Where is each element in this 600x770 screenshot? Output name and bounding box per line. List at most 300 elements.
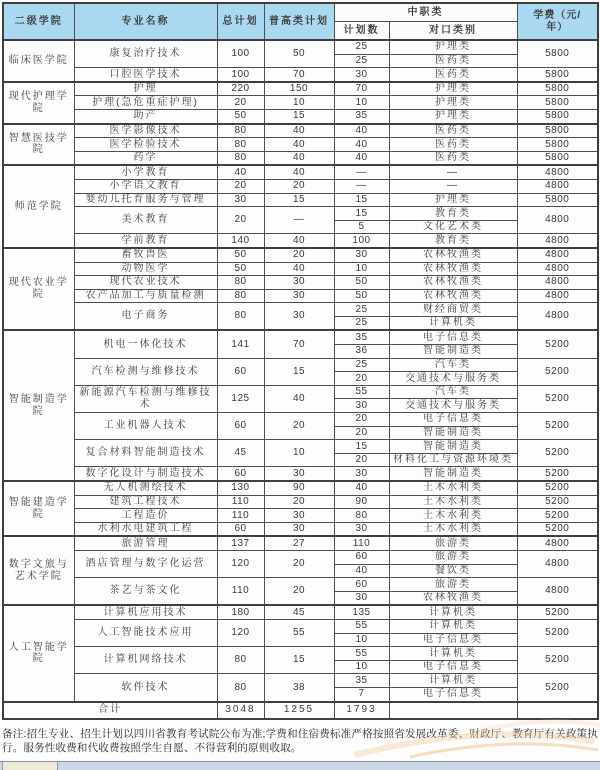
tuition-cell: 5200 <box>517 674 598 702</box>
total-plan-cell: 140 <box>217 234 264 248</box>
tuition-cell: 4800 <box>517 303 598 331</box>
voc-category-cell: 计算机类 <box>389 647 517 661</box>
tuition-cell: 5200 <box>517 385 598 412</box>
regular-plan-cell: 27 <box>264 536 334 550</box>
total-plan-cell: 120 <box>217 619 264 646</box>
regular-plan-cell: 20 <box>264 495 334 509</box>
major-cell: 美术教育 <box>74 207 217 234</box>
major-cell: 护理 <box>74 82 217 96</box>
voc-plan-cell: 5 <box>334 220 389 234</box>
voc-plan-cell: 35 <box>334 674 389 688</box>
voc-plan-cell: 55 <box>334 647 389 661</box>
voc-plan-cell: 20 <box>334 413 389 427</box>
voc-plan-cell: 100 <box>334 234 389 248</box>
total-plan-cell: 50 <box>217 262 264 276</box>
major-cell: 口腔医学技术 <box>74 68 217 82</box>
voc-plan-cell: 25 <box>334 40 389 54</box>
tuition-cell: 5200 <box>517 481 598 495</box>
voc-category-cell: 医药类 <box>389 68 517 82</box>
voc-plan-cell: 35 <box>334 330 389 344</box>
college-cell: 人工智能学院 <box>3 605 74 701</box>
voc-category-cell: 医药类 <box>389 151 517 165</box>
tuition-cell: 5200 <box>517 522 598 536</box>
voc-category-cell: 电子信息类 <box>389 413 517 427</box>
college-cell: 数字文旅与艺术学院 <box>3 536 74 605</box>
voc-plan-cell: 55 <box>334 385 389 399</box>
voc-plan-cell: 110 <box>334 536 389 550</box>
voc-plan-cell: 40 <box>334 151 389 165</box>
tuition-cell: 4800 <box>517 207 598 234</box>
partial-next-table-cell <box>2 762 58 770</box>
college-cell: 智能制造学院 <box>3 330 74 481</box>
voc-category-cell: 土木水利类 <box>389 481 517 495</box>
voc-category-cell: 电子信息类 <box>389 330 517 344</box>
college-cell: 智慧医技学院 <box>3 124 74 166</box>
regular-plan-cell: 40 <box>264 165 334 179</box>
voc-category-cell: 护理类 <box>389 82 517 96</box>
voc-plan-cell: 135 <box>334 605 389 619</box>
voc-category-cell: 农林牧渔类 <box>389 289 517 303</box>
major-cell: 农产品加工与质量检测 <box>74 289 217 303</box>
total-plan-cell: 137 <box>217 536 264 550</box>
tuition-cell: 4800 <box>517 262 598 276</box>
total-plan-sum-cell: 3048 <box>217 702 264 719</box>
tuition-cell: 5200 <box>517 358 598 385</box>
voc-plan-cell: 7 <box>334 687 389 701</box>
voc-category-cell: 计算机类 <box>389 619 517 633</box>
table-row <box>3 207 598 221</box>
voc-plan-cell: 50 <box>334 276 389 290</box>
header-regular-plan: 普高类计划 <box>264 3 334 40</box>
regular-plan-cell: 40 <box>264 262 334 276</box>
voc-plan-cell: 90 <box>334 495 389 509</box>
regular-plan-cell: 20 <box>264 413 334 440</box>
voc-category-cell: 医药类 <box>389 54 517 68</box>
regular-plan-cell: 30 <box>264 509 334 523</box>
voc-plan-cell: 60 <box>334 550 389 564</box>
voc-category-cell: 交通技术与服务类 <box>389 372 517 386</box>
total-plan-cell: 80 <box>217 276 264 290</box>
table-row <box>3 509 598 523</box>
regular-plan-cell: 50 <box>264 40 334 68</box>
college-cell: 临床医学院 <box>3 40 74 82</box>
table-row <box>3 385 598 399</box>
table-row <box>3 138 598 152</box>
regular-plan-cell: 20 <box>264 550 334 577</box>
voc-plan-cell: 15 <box>334 207 389 221</box>
voc-plan-cell: 25 <box>334 316 389 330</box>
table-row <box>3 165 598 179</box>
major-cell: 无人机测绘技术 <box>74 481 217 495</box>
regular-plan-cell: 30 <box>264 303 334 331</box>
voc-category-cell: 汽车类 <box>389 358 517 372</box>
table-row <box>3 605 598 619</box>
tuition-cell: 5800 <box>517 193 598 207</box>
table-row <box>3 248 598 262</box>
major-cell: 工程造价 <box>74 509 217 523</box>
table-row <box>3 82 598 96</box>
voc-category-cell: 电子信息类 <box>389 660 517 674</box>
voc-category-cell: 材料化工与资源环境类 <box>389 453 517 467</box>
regular-plan-cell: 15 <box>264 647 334 674</box>
voc-plan-cell: 30 <box>334 467 389 481</box>
tuition-cell: 5800 <box>517 68 598 82</box>
voc-category-cell: 交通技术与服务类 <box>389 399 517 413</box>
major-cell: 医学影像技术 <box>74 124 217 138</box>
major-cell: 畜牧兽医 <box>74 248 217 262</box>
voc-plan-cell: 30 <box>334 591 389 605</box>
total-plan-cell: 141 <box>217 330 264 358</box>
table-row <box>3 68 598 82</box>
regular-plan-cell: 40 <box>264 138 334 152</box>
tuition-cell: 5200 <box>517 619 598 646</box>
table-row <box>3 550 598 564</box>
voc-plan-cell: 36 <box>334 345 389 359</box>
table-row <box>3 619 598 633</box>
total-plan-cell: 60 <box>217 467 264 481</box>
voc-category-cell: 土木水利类 <box>389 509 517 523</box>
voc-category-cell: 旅游类 <box>389 578 517 592</box>
regular-plan-cell: 70 <box>264 68 334 82</box>
total-plan-cell: 80 <box>217 151 264 165</box>
voc-category-cell: 农林牧渔类 <box>389 276 517 290</box>
voc-category-cell: 餐饮类 <box>389 564 517 578</box>
total-plan-cell: 100 <box>217 40 264 68</box>
voc-plan-cell: 20 <box>334 372 389 386</box>
tuition-cell: 4800 <box>517 165 598 179</box>
voc-category-cell: 计算机类 <box>389 674 517 688</box>
table-row <box>3 674 598 688</box>
voc-plan-cell: 10 <box>334 262 389 276</box>
tuition-cell: 4800 <box>517 179 598 193</box>
regular-plan-cell: 40 <box>264 385 334 412</box>
tuition-cell: 5200 <box>517 605 598 619</box>
major-cell: 婴幼儿托育服务与管理 <box>74 193 217 207</box>
voc-category-cell: 医药类 <box>389 138 517 152</box>
tuition-cell: 5200 <box>517 509 598 523</box>
major-cell: 现代农业技术 <box>74 276 217 290</box>
regular-plan-cell: 38 <box>264 674 334 702</box>
voc-plan-cell: 40 <box>334 124 389 138</box>
voc-plan-cell: 70 <box>334 82 389 96</box>
table-row <box>3 124 598 138</box>
regular-plan-cell: 40 <box>264 234 334 248</box>
total-plan-cell: 100 <box>217 68 264 82</box>
table-row <box>3 467 598 481</box>
table-row <box>3 440 598 454</box>
major-cell: 复合材料智能制造技术 <box>74 440 217 467</box>
tuition-cell: 4800 <box>517 276 598 290</box>
table-row <box>3 481 598 495</box>
major-cell: 计算机应用技术 <box>74 605 217 619</box>
tuition-cell: 5800 <box>517 138 598 152</box>
total-plan-cell: 60 <box>217 522 264 536</box>
voc-category-cell: 智能制造类 <box>389 467 517 481</box>
regular-plan-cell: 30 <box>264 467 334 481</box>
voc-category-cell: 农林牧渔类 <box>389 591 517 605</box>
regular-plan-cell: 90 <box>264 481 334 495</box>
tuition-cell: 5800 <box>517 124 598 138</box>
regular-plan-cell: 150 <box>264 82 334 96</box>
voc-plan-cell: 40 <box>334 481 389 495</box>
voc-plan-cell: 10 <box>334 660 389 674</box>
total-plan-cell: 110 <box>217 578 264 606</box>
voc-category-cell: 护理类 <box>389 96 517 110</box>
regular-plan-cell: 20 <box>264 179 334 193</box>
voc-category-sum-cell <box>389 702 517 719</box>
voc-category-cell: 电子信息类 <box>389 687 517 701</box>
table-row <box>3 262 598 276</box>
regular-plan-cell: 10 <box>264 96 334 110</box>
total-plan-cell: 120 <box>217 550 264 577</box>
voc-plan-cell: 35 <box>334 109 389 123</box>
voc-plan-cell: 30 <box>334 68 389 82</box>
voc-category-cell: — <box>389 165 517 179</box>
voc-plan-cell: 50 <box>334 289 389 303</box>
table-row <box>3 96 598 110</box>
voc-category-cell: 智能制造类 <box>389 345 517 359</box>
header-tuition-label: 学费（元/年） <box>533 9 582 33</box>
table-row <box>3 109 598 123</box>
total-row <box>3 702 598 719</box>
tuition-cell: 4800 <box>517 550 598 577</box>
header-tuition <box>517 3 598 40</box>
voc-category-cell: 护理类 <box>389 40 517 54</box>
college-cell: 师范学院 <box>3 165 74 248</box>
tuition-cell: 5200 <box>517 413 598 440</box>
header-vocational: 中职类 <box>334 3 517 22</box>
header-row-1 <box>3 3 598 22</box>
total-plan-cell: 20 <box>217 179 264 193</box>
voc-plan-cell: 10 <box>334 633 389 647</box>
admission-plan-table <box>2 2 599 720</box>
major-cell: 酒店管理与数字化运营 <box>74 550 217 577</box>
voc-plan-cell: 25 <box>334 54 389 68</box>
total-plan-cell: 130 <box>217 481 264 495</box>
total-plan-cell: 60 <box>217 358 264 385</box>
voc-category-cell: 智能制造类 <box>389 440 517 454</box>
table-row <box>3 151 598 165</box>
table-row <box>3 330 598 344</box>
tuition-cell: 5200 <box>517 440 598 467</box>
total-plan-cell: 180 <box>217 605 264 619</box>
tuition-sum-cell <box>517 702 598 719</box>
table-row <box>3 40 598 54</box>
voc-plan-cell: 55 <box>334 619 389 633</box>
voc-category-cell: 汽车类 <box>389 385 517 399</box>
header-major: 专业名称 <box>74 3 217 40</box>
regular-plan-cell: 15 <box>264 109 334 123</box>
table-row <box>3 289 598 303</box>
regular-plan-cell: 20 <box>264 578 334 606</box>
regular-plan-cell: 10 <box>264 440 334 467</box>
voc-category-cell: 计算机类 <box>389 316 517 330</box>
table-row <box>3 234 598 248</box>
total-plan-cell: 110 <box>217 509 264 523</box>
tuition-cell: 5200 <box>517 647 598 674</box>
voc-category-cell: 农林牧渔类 <box>389 248 517 262</box>
tuition-cell: 5200 <box>517 495 598 509</box>
total-plan-cell: 80 <box>217 138 264 152</box>
table-row <box>3 193 598 207</box>
tuition-cell: 4800 <box>517 289 598 303</box>
total-plan-cell: 80 <box>217 674 264 702</box>
total-plan-cell: 110 <box>217 495 264 509</box>
major-cell: 动物医学 <box>74 262 217 276</box>
header-voc-plan: 计划数 <box>334 22 389 41</box>
total-plan-cell: 20 <box>217 96 264 110</box>
regular-plan-cell: 45 <box>264 605 334 619</box>
major-cell: 电子商务 <box>74 303 217 331</box>
total-label-cell: 合计 <box>3 702 217 719</box>
major-cell: 医学检验技术 <box>74 138 217 152</box>
voc-category-cell: 财经商贸类 <box>389 303 517 317</box>
total-plan-cell: 50 <box>217 248 264 262</box>
voc-category-cell: — <box>389 179 517 193</box>
table-row <box>3 578 598 592</box>
tuition-cell: 4800 <box>517 536 598 550</box>
tuition-cell: 5200 <box>517 467 598 481</box>
voc-plan-sum-cell: 1793 <box>334 702 389 719</box>
total-plan-cell: 80 <box>217 124 264 138</box>
tuition-cell: 4800 <box>517 248 598 262</box>
tuition-cell: 4800 <box>517 234 598 248</box>
table-row <box>3 358 598 372</box>
header-total-plan: 总计划 <box>217 3 264 40</box>
major-cell: 小学语文教育 <box>74 179 217 193</box>
table-header <box>3 3 598 40</box>
voc-category-cell: 土木水利类 <box>389 522 517 536</box>
regular-plan-cell: 30 <box>264 522 334 536</box>
tuition-cell: 5800 <box>517 82 598 96</box>
voc-plan-cell: 25 <box>334 358 389 372</box>
total-plan-cell: 125 <box>217 385 264 412</box>
tuition-cell: 5800 <box>517 40 598 68</box>
voc-category-cell: 教育类 <box>389 234 517 248</box>
total-plan-cell: 50 <box>217 109 264 123</box>
major-cell: 汽车检测与维修技术 <box>74 358 217 385</box>
voc-plan-cell: 10 <box>334 96 389 110</box>
regular-plan-sum-cell: 1255 <box>264 702 334 719</box>
regular-plan-cell: — <box>264 207 334 234</box>
voc-plan-cell: — <box>334 165 389 179</box>
voc-category-cell: 智能制造类 <box>389 426 517 440</box>
major-cell: 新能源汽车检测与维修技术 <box>74 385 217 412</box>
voc-plan-cell: 40 <box>334 564 389 578</box>
voc-category-cell: 电子信息类 <box>389 633 517 647</box>
total-plan-cell: 80 <box>217 303 264 331</box>
college-cell: 现代护理学院 <box>3 82 74 124</box>
regular-plan-cell: 20 <box>264 248 334 262</box>
table-row <box>3 276 598 290</box>
tuition-cell: 5200 <box>517 330 598 358</box>
voc-plan-cell: 15 <box>334 440 389 454</box>
total-plan-cell: 40 <box>217 165 264 179</box>
voc-plan-cell: 30 <box>334 399 389 413</box>
voc-category-cell: 医药类 <box>389 124 517 138</box>
college-cell: 智能建造学院 <box>3 481 74 536</box>
voc-plan-cell: 80 <box>334 509 389 523</box>
voc-category-cell: 教育类 <box>389 207 517 221</box>
voc-category-cell: 护理类 <box>389 109 517 123</box>
major-cell: 人工智能技术应用 <box>74 619 217 646</box>
major-cell: 小学教育 <box>74 165 217 179</box>
major-cell: 数字化设计与制造技术 <box>74 467 217 481</box>
table-body <box>3 40 598 719</box>
tuition-cell: 5800 <box>517 151 598 165</box>
major-cell: 建筑工程技术 <box>74 495 217 509</box>
table-row <box>3 647 598 661</box>
total-plan-cell: 80 <box>217 289 264 303</box>
partial-next-table-header <box>0 761 600 770</box>
header-voc-category: 对口类别 <box>389 22 517 41</box>
table-row <box>3 522 598 536</box>
major-cell: 药学 <box>74 151 217 165</box>
major-cell: 茶艺与茶文化 <box>74 578 217 606</box>
voc-plan-cell: — <box>334 179 389 193</box>
table-row <box>3 495 598 509</box>
voc-plan-cell: 60 <box>334 578 389 592</box>
major-cell: 水利水电建筑工程 <box>74 522 217 536</box>
regular-plan-cell: 30 <box>264 289 334 303</box>
regular-plan-cell: 15 <box>264 358 334 385</box>
voc-category-cell: 文化艺术类 <box>389 220 517 234</box>
major-cell: 计算机网络技术 <box>74 647 217 674</box>
college-cell: 现代农业学院 <box>3 248 74 331</box>
voc-category-cell: 农林牧渔类 <box>389 262 517 276</box>
regular-plan-cell: 30 <box>264 276 334 290</box>
total-plan-cell: 80 <box>217 647 264 674</box>
table-row <box>3 536 598 550</box>
table-row <box>3 303 598 317</box>
tuition-cell: 5800 <box>517 109 598 123</box>
voc-plan-cell: 30 <box>334 522 389 536</box>
voc-plan-cell: 40 <box>334 138 389 152</box>
voc-plan-cell: 20 <box>334 453 389 467</box>
regular-plan-cell: 40 <box>264 151 334 165</box>
regular-plan-cell: 70 <box>264 330 334 358</box>
major-cell: 机电一体化技术 <box>74 330 217 358</box>
major-cell: 工业机器人技术 <box>74 413 217 440</box>
voc-category-cell: 计算机类 <box>389 605 517 619</box>
table-row <box>3 179 598 193</box>
voc-category-cell: 土木水利类 <box>389 495 517 509</box>
table-row <box>3 413 598 427</box>
regular-plan-cell: 55 <box>264 619 334 646</box>
voc-plan-cell: 20 <box>334 426 389 440</box>
total-plan-cell: 60 <box>217 413 264 440</box>
major-cell: 软件技术 <box>74 674 217 702</box>
major-cell: 康复治疗技术 <box>74 40 217 68</box>
total-plan-cell: 45 <box>217 440 264 467</box>
header-college: 二级学院 <box>3 3 74 40</box>
total-plan-cell: 20 <box>217 207 264 234</box>
footnote: 备注:招生专业、招生计划以四川省教育考试院公布为准;学费和住宿费标准严格按照省发展改革委、财政厅、教育厅有关政策执行。服务性收费和代收费按照学生自愿、不得营利的原则收取。 <box>2 727 598 755</box>
voc-plan-cell: 30 <box>334 248 389 262</box>
regular-plan-cell: 40 <box>264 124 334 138</box>
major-cell: 学前教育 <box>74 234 217 248</box>
voc-category-cell: 护理类 <box>389 193 517 207</box>
tuition-cell: 4800 <box>517 578 598 606</box>
voc-category-cell: 旅游类 <box>389 550 517 564</box>
voc-plan-cell: 15 <box>334 193 389 207</box>
regular-plan-cell: 15 <box>264 193 334 207</box>
voc-category-cell: 旅游类 <box>389 536 517 550</box>
total-plan-cell: 30 <box>217 193 264 207</box>
total-plan-cell: 220 <box>217 82 264 96</box>
major-cell: 助产 <box>74 109 217 123</box>
major-cell: 旅游管理 <box>74 536 217 550</box>
